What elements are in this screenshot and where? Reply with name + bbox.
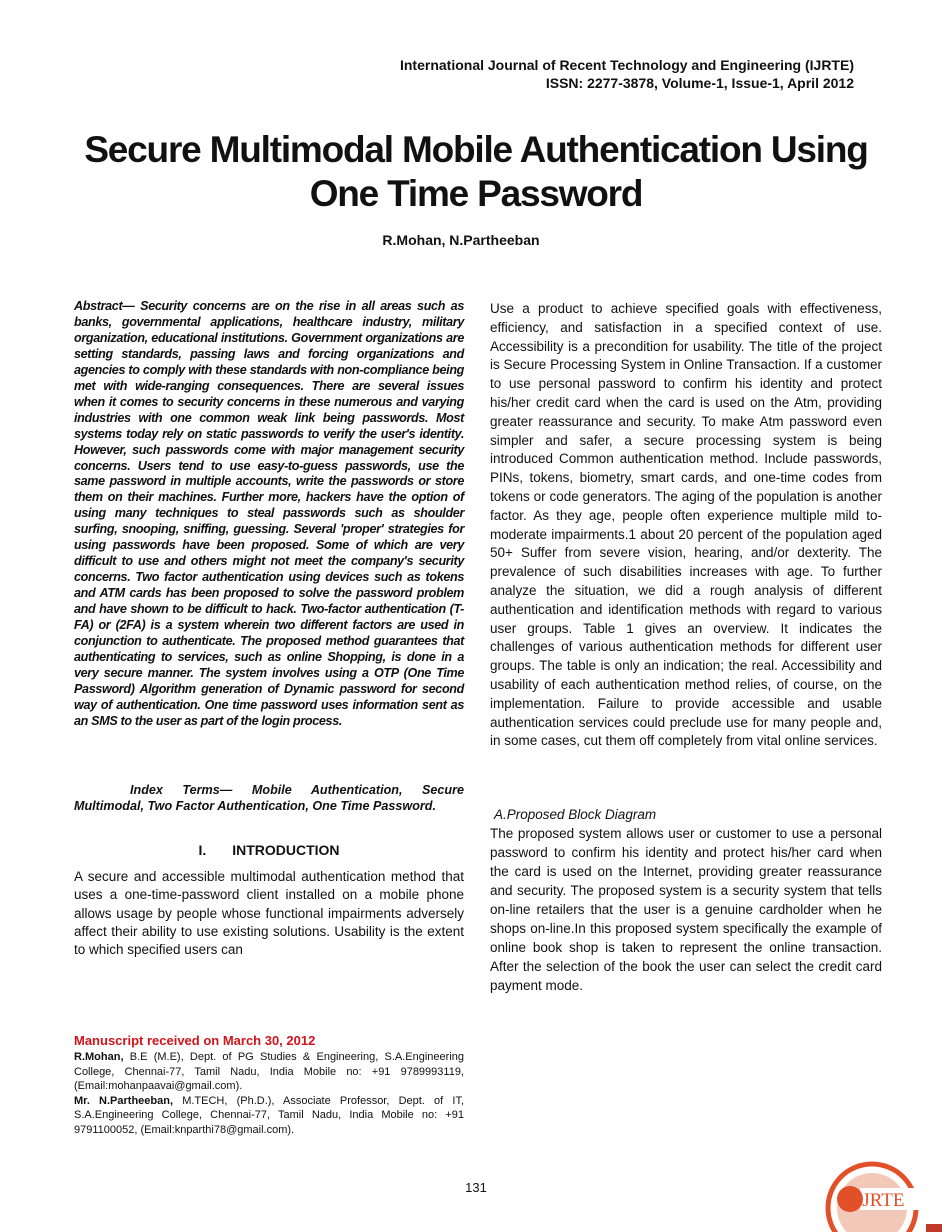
right-column-paragraph-2: The proposed system allows user or customer to use a personal password to confirm his identity and protect his/her card when the card is used on the Internet, providing greater reassurance and security. The proposed system is a security system that tells on-line retailers that the user is a genuine cardholder when he shops on-line.In this proposed system specifically the example of online book shop is taken to represent the online transaction. After the selection of the book the user can select the credit card payment mode. [490, 826, 882, 993]
paper-title [60, 128, 892, 216]
paper-authors: R.Mohan, N.Partheeban [382, 232, 540, 248]
abstract [74, 299, 464, 730]
title-line-1: Secure Multimodal Mobile Authentication Using [84, 129, 868, 170]
title-line-2: One Time Password [309, 173, 643, 214]
journal-name: International Journal of Recent Technology and Engineering (IJRTE) [399, 57, 854, 73]
author-2-name: Mr. N.Partheeban, [74, 1094, 174, 1107]
abstract-text: Security concerns are on the rise in all areas such as banks, governmental applications, healthcare industry, military organization, educational institutions. Government organizations are setting standards, passing laws and forcing organizations and agencies to comply with these standards with non-compliance being met with wide-ranging consequences. There are several issues when it comes to security concerns in these numerous and varying industries with one common weak link being passwords. Most systems today rely on static passwords to verify the user's identity. However, such passwords come with major management security concerns. Users tend to use easy-to-guess passwords, use the same password in multiple accounts, write the passwords or store them on their machines. Further more, hackers have the option of using many techniques to steal passwords such as shoulder surfing, snooping, sniffing, guessing. Several 'proper' strategies for using passwords have been proposed. Some of which are very difficult to use and others might not meet the company's security concerns. Two factor authentication using devices such as tokens and ATM cards has been proposed to solve the password problem and have shown to be difficult to hack. Two-factor authentication (T-FA) or (2FA) is a system wherein two different factors are used in conjunction to authenticate. The proposed method guarantees that authenticating to services, such as online Shopping, is done in a very secure manner. The system involves using a OTP (One Time Password) Algorithm generation of Dynamic password for second way of authentication. One time password uses information sent as an SMS to the user as part of the login process. [74, 299, 464, 728]
logo-text: IJRTE [856, 1190, 905, 1211]
abstract-label: Abstract— [74, 299, 135, 313]
subsection-heading: A.Proposed Block Diagram [494, 807, 657, 822]
right-column-paragraph-1: Use a product to achieve specified goals with effectiveness, efficiency, and satisfaction in a specified context of use. Accessibility is a precondition for usability. The title of the project is Secure Processing System in Online Transaction. If a customer to use personal password to confirm his identity and protect his/her credit card when the card is used on the Atm, providing greater reassurance and security. To make Atm password even simpler and safer, a secure processing system is being introduced Common authentication method. Include passwords, PINs, tokens, biometry, smart cards, and one-time codes from tokens or code generators. The aging of the population is another factor. As they age, people often experience multiple mild to- moderate impairments.1 about 20 percent of the population aged 50+ Suffer from severe vision, hearing, and/or dexterity. The prevalence of such disabilities increases with age. To further analyze the situation, we did a rough analysis of different authentication and identification methods with regard to various user groups. Table 1 gives an overview. It indicates the challenges of various authentication methods for different user groups. The table is only an indication; the real. Accessibility and usability of each authentication method relies, of course, on the implementation. Failure to provide accessible and usable authentication services could preclude use for many people and, in some cases, cut them off completely from vital online services. [490, 301, 882, 749]
page-number: 131 [465, 1180, 487, 1195]
journal-issn: ISSN: 2277-3878, Volume-1, Issue-1, April 2012 [545, 75, 854, 91]
manuscript-received: Manuscript received on March 30, 2012 [74, 1033, 316, 1048]
author-1-name: R.Mohan, [74, 1051, 124, 1063]
section-heading-introduction [74, 842, 464, 858]
journal-header [380, 56, 854, 92]
author-2-details: M.TECH, (Ph.D.), Associate Professor, Dept. of IT, S.A.Engineering College, Chennai-77, Tamil Nadu, India Mobile no: +91 9791100052, (Email:knparthi78@gmail.com). [74, 1094, 464, 1136]
index-terms [74, 782, 464, 814]
author-1-details: B.E (M.E), Dept. of PG Studies & Engineering, S.A.Engineering College, Chennai-77, Tamil Nadu, India Mobile no: +91 9789993119, (Email:mohanpaavai@gmail.com). [74, 1051, 464, 1092]
introduction-text: A secure and accessible multimodal authentication method that uses a one-time-password client installed on a mobile phone allows usage by people whose functional impairments adversely affect their ability to use existing solutions. Usability is the extent to which specified users can [74, 869, 464, 958]
author-footnote [74, 1050, 464, 1137]
section-number: I. [198, 842, 207, 858]
author-2-note [74, 1094, 464, 1138]
author-1-note [74, 1050, 464, 1094]
section-title: INTRODUCTION [232, 842, 340, 858]
index-terms-text: Mobile Authentication, Secure Multimodal, Two Factor Authentication, One Time Password. [74, 783, 465, 813]
ijrte-logo [822, 1158, 942, 1232]
index-terms-label: Index Terms— [130, 783, 233, 797]
logo-corner-mark [926, 1224, 942, 1232]
